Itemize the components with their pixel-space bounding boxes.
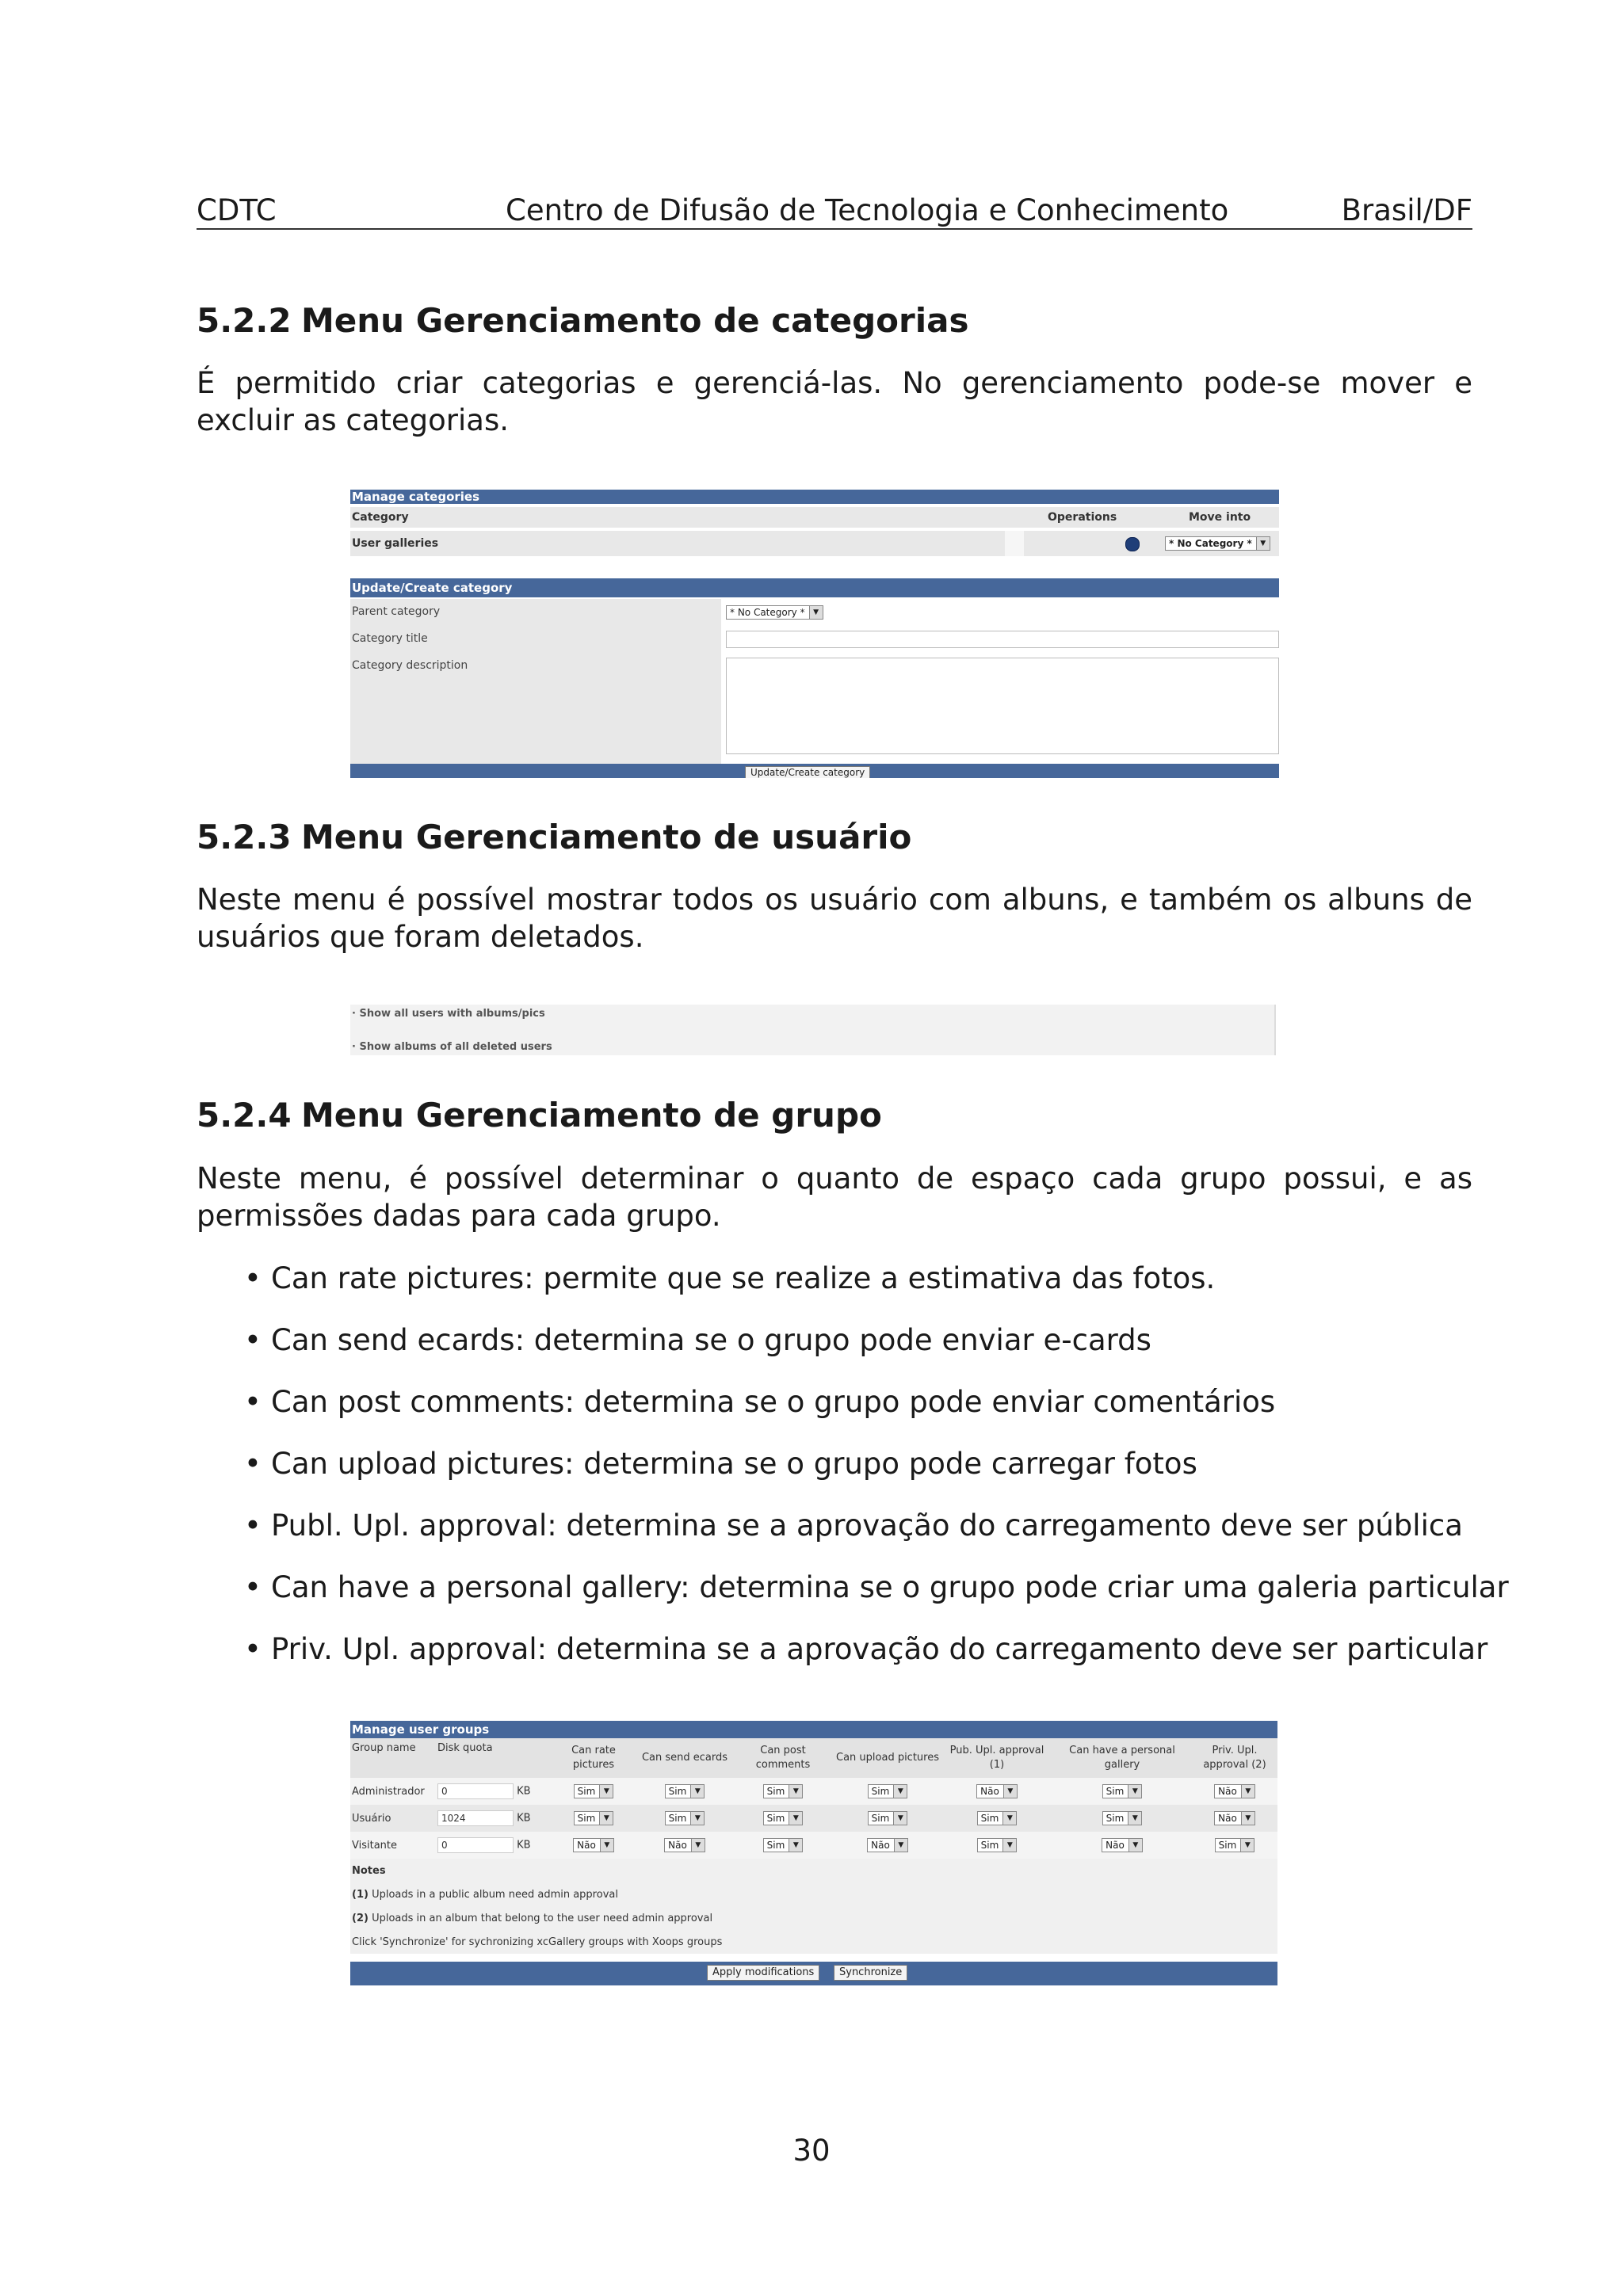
delete-icon[interactable]	[1125, 537, 1140, 551]
notes-title-row	[350, 1859, 1277, 1882]
section-title: Menu Gerenciamento de categorias	[301, 301, 969, 340]
groups-table	[350, 1738, 1277, 1954]
categories-header-row	[350, 507, 1279, 528]
permissions-list	[242, 1260, 1509, 1692]
chevron-down-icon: ▼	[600, 1839, 613, 1852]
select-value: Sim	[1106, 1786, 1125, 1797]
disk-quota-input[interactable]: 1024	[437, 1810, 514, 1826]
category-row	[350, 531, 1279, 556]
header-group-name: Group name	[350, 1738, 436, 1778]
chevron-down-icon: ▼	[1002, 1839, 1016, 1852]
list-item	[242, 1507, 1509, 1569]
header-center: Centro de Difusão de Tecnologia e Conhecimento	[506, 193, 1229, 227]
chevron-down-icon: ▼	[1003, 1785, 1017, 1798]
note-text: Click 'Synchronize' for sychronizing xcGallery groups with Xoops groups	[350, 1930, 1277, 1954]
select-cell[interactable]	[1052, 1778, 1192, 1805]
select-value: Sim	[871, 1786, 890, 1797]
group-name: Usuário	[350, 1805, 436, 1832]
select-value: Não	[577, 1840, 596, 1851]
chevron-down-icon: ▼	[789, 1785, 802, 1798]
chevron-down-icon: ▼	[690, 1785, 704, 1798]
select-value: Sim	[668, 1786, 687, 1797]
section-heading-categories	[197, 301, 968, 340]
header-priv-approval: Priv. Upl. approval (2)	[1192, 1738, 1277, 1778]
group-name: Administrador	[350, 1778, 436, 1805]
chevron-down-icon: ▼	[894, 1839, 907, 1852]
groups-footer-bar	[350, 1962, 1277, 1985]
chevron-down-icon: ▼	[1241, 1812, 1254, 1825]
select-value: Sim	[577, 1813, 596, 1824]
show-deleted-users-albums-link[interactable]: · Show albums of all deleted users	[352, 1041, 552, 1053]
header-can-upload: Can upload pictures	[834, 1738, 941, 1778]
select-cell[interactable]	[834, 1805, 941, 1832]
select-cell[interactable]	[550, 1778, 637, 1805]
section-number: 5.2.3	[197, 818, 292, 856]
header-pub-approval: Pub. Upl. approval (1)	[941, 1738, 1052, 1778]
select-value: Não	[1218, 1786, 1237, 1797]
chevron-down-icon: ▼	[1240, 1839, 1254, 1852]
move-into-select[interactable]	[1165, 531, 1270, 556]
bullet-text: Can send ecards: determina se o grupo pode enviar e-cards	[271, 1323, 1151, 1357]
update-create-title: Update/Create category	[350, 578, 1279, 597]
bullet-text: Can have a personal gallery: determina se o grupo pode criar uma galeria particular	[271, 1570, 1509, 1604]
chevron-down-icon: ▼	[809, 606, 823, 619]
header-can-post: Can post comments	[732, 1738, 834, 1778]
select-value: Sim	[980, 1813, 999, 1824]
list-item	[242, 1260, 1509, 1322]
select-cell[interactable]	[732, 1805, 834, 1832]
header-right: Brasil/DF	[1341, 193, 1472, 227]
select-cell[interactable]	[834, 1832, 941, 1859]
bullet-icon: •	[244, 1447, 262, 1481]
manage-categories-title: Manage categories	[350, 490, 1279, 504]
select-cell[interactable]	[637, 1778, 732, 1805]
note-text: Uploads in an album that belong to the user need admin approval	[372, 1912, 713, 1924]
parent-category-select[interactable]	[726, 604, 823, 620]
select-value: Sim	[1218, 1840, 1237, 1851]
select-cell[interactable]	[1192, 1832, 1277, 1859]
bullet-text: Publ. Upl. approval: determina se a aprovação do carregamento deve ser pública	[271, 1508, 1463, 1543]
category-description-label: Category description	[352, 659, 468, 672]
select-value: Sim	[668, 1813, 687, 1824]
list-item	[242, 1569, 1509, 1630]
select-cell[interactable]	[732, 1832, 834, 1859]
manage-categories-screenshot	[350, 490, 1279, 778]
chevron-down-icon: ▼	[691, 1839, 705, 1852]
synchronize-button[interactable]: Synchronize	[834, 1965, 907, 1981]
select-cell[interactable]	[637, 1805, 732, 1832]
notes-title: Notes	[350, 1859, 1277, 1882]
category-name: User galleries	[352, 537, 439, 550]
page-number: 30	[792, 2134, 831, 2168]
section-number: 5.2.4	[197, 1096, 292, 1135]
note-number: (1)	[352, 1888, 369, 1901]
disk-quota-cell	[436, 1778, 550, 1805]
section-title: Menu Gerenciamento de usuário	[301, 818, 912, 856]
note-text: Uploads in a public album need admin approval	[372, 1888, 618, 1901]
disk-quota-input[interactable]: 0	[437, 1837, 514, 1853]
section-body-groups: Neste menu, é possível determinar o quanto de espaço cada grupo possui, e as permissões dadas para cada grupo.	[197, 1161, 1472, 1233]
manage-user-groups-screenshot	[350, 1721, 1277, 1985]
chevron-down-icon: ▼	[893, 1812, 907, 1825]
users-menu-screenshot	[350, 1005, 1276, 1055]
quota-unit: KB	[517, 1839, 531, 1852]
select-cell[interactable]	[550, 1832, 637, 1859]
chevron-down-icon: ▼	[599, 1812, 613, 1825]
select-cell[interactable]	[637, 1832, 732, 1859]
disk-quota-cell	[436, 1832, 550, 1859]
col-operations: Operations	[1048, 511, 1117, 524]
select-value: Sim	[766, 1813, 785, 1824]
select-value: Não	[1106, 1840, 1125, 1851]
parent-category-value: * No Category *	[730, 606, 805, 618]
select-value: Sim	[1106, 1813, 1125, 1824]
select-cell[interactable]	[941, 1778, 1052, 1805]
chevron-down-icon: ▼	[1241, 1785, 1254, 1798]
header-can-send: Can send ecards	[637, 1738, 732, 1778]
quota-unit: KB	[517, 1812, 531, 1825]
select-cell[interactable]	[834, 1778, 941, 1805]
col-category: Category	[352, 511, 409, 524]
select-value: Não	[871, 1840, 890, 1851]
select-cell[interactable]	[941, 1832, 1052, 1859]
list-item	[242, 1445, 1509, 1507]
bullet-text: Can rate pictures: permite que se realize a estimativa das fotos.	[271, 1261, 1216, 1295]
select-cell[interactable]	[941, 1805, 1052, 1832]
bullet-icon: •	[244, 1385, 262, 1419]
bullet-icon: •	[244, 1261, 262, 1295]
chevron-down-icon: ▼	[1128, 1839, 1142, 1852]
bullet-icon: •	[244, 1570, 262, 1604]
table-row	[350, 1805, 1277, 1832]
select-value: Não	[1218, 1813, 1237, 1824]
section-title: Menu Gerenciamento de grupo	[301, 1096, 882, 1135]
select-value: Sim	[980, 1840, 999, 1851]
form-labels-column	[350, 599, 721, 775]
header-left: CDTC	[197, 193, 277, 227]
select-value: Sim	[871, 1813, 890, 1824]
list-item	[242, 1322, 1509, 1383]
section-body-users: Neste menu é possível mostrar todos os usuário com albuns, e também os albuns de usuários que foram deletados.	[197, 883, 1472, 954]
select-value: Sim	[766, 1840, 785, 1851]
chevron-down-icon: ▼	[1128, 1812, 1141, 1825]
chevron-down-icon: ▼	[1002, 1812, 1016, 1825]
form-footer-bar	[350, 764, 1279, 778]
header-personal-gallery: Can have a personal gallery	[1052, 1738, 1192, 1778]
table-row	[350, 1832, 1277, 1859]
select-cell[interactable]	[1052, 1832, 1192, 1859]
bullet-text: Can post comments: determina se o grupo pode enviar comentários	[271, 1385, 1276, 1419]
note-cell	[350, 1906, 1277, 1930]
bullet-icon: •	[244, 1632, 262, 1666]
bullet-text: Can upload pictures: determina se o grupo pode carregar fotos	[271, 1447, 1197, 1481]
list-item	[242, 1383, 1509, 1445]
section-heading-users	[197, 818, 911, 856]
section-heading-groups	[197, 1096, 882, 1135]
select-value: Sim	[577, 1786, 596, 1797]
bullet-text: Priv. Upl. approval: determina se a aprovação do carregamento deve ser particular	[271, 1632, 1488, 1666]
note-row	[350, 1930, 1277, 1954]
running-header	[197, 193, 1472, 230]
note-cell	[350, 1882, 1277, 1906]
chevron-down-icon: ▼	[690, 1812, 704, 1825]
category-title-input[interactable]	[726, 631, 1279, 648]
bullet-icon: •	[244, 1323, 262, 1357]
chevron-down-icon: ▼	[1128, 1785, 1141, 1798]
table-header-row	[350, 1738, 1277, 1778]
select-value: Não	[980, 1786, 999, 1797]
table-row	[350, 1778, 1277, 1805]
select-cell[interactable]	[1192, 1805, 1277, 1832]
note-row	[350, 1906, 1277, 1930]
header-disk-quota: Disk quota	[436, 1738, 550, 1778]
chevron-down-icon: ▼	[893, 1785, 907, 1798]
group-name: Visitante	[350, 1832, 436, 1859]
chevron-down-icon: ▼	[789, 1839, 802, 1852]
select-value: Não	[668, 1840, 687, 1851]
chevron-down-icon: ▼	[1256, 537, 1270, 550]
parent-category-label: Parent category	[352, 605, 441, 618]
manage-user-groups-title: Manage user groups	[350, 1721, 1277, 1738]
move-into-value: * No Category *	[1169, 538, 1252, 549]
header-can-rate: Can rate pictures	[550, 1738, 637, 1778]
col-move-into: Move into	[1189, 511, 1251, 524]
section-body-categories: É permitido criar categorias e gerenciá-las. No gerenciamento pode-se mover e excluir as categorias.	[197, 366, 1472, 437]
update-create-button[interactable]: Update/Create category	[745, 766, 870, 778]
select-cell[interactable]	[732, 1778, 834, 1805]
chevron-down-icon: ▼	[789, 1812, 802, 1825]
chevron-down-icon: ▼	[599, 1785, 613, 1798]
select-value: Sim	[766, 1786, 785, 1797]
note-number: (2)	[352, 1912, 369, 1924]
section-number: 5.2.2	[197, 301, 292, 340]
note-row	[350, 1882, 1277, 1906]
select-cell[interactable]	[550, 1805, 637, 1832]
disk-quota-cell	[436, 1805, 550, 1832]
apply-modifications-button[interactable]: Apply modifications	[707, 1965, 819, 1981]
show-users-with-albums-link[interactable]: · Show all users with albums/pics	[352, 1008, 545, 1020]
select-cell[interactable]	[1192, 1778, 1277, 1805]
category-description-textarea[interactable]	[726, 658, 1279, 754]
operations-cell	[1005, 531, 1024, 556]
bullet-icon: •	[244, 1508, 262, 1543]
category-title-label: Category title	[352, 632, 428, 645]
disk-quota-input[interactable]: 0	[437, 1783, 514, 1799]
list-item	[242, 1630, 1509, 1692]
select-cell[interactable]	[1052, 1805, 1192, 1832]
quota-unit: KB	[517, 1785, 531, 1798]
